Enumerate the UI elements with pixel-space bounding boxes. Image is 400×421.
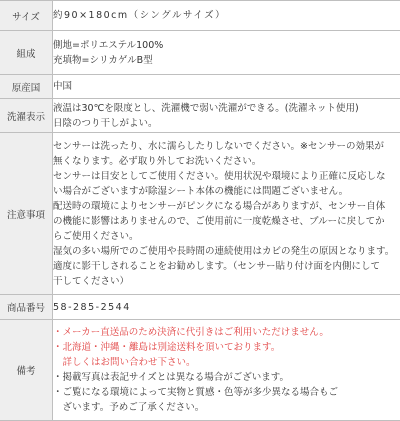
size-value: 約90×180cm（シングルサイズ）: [53, 1, 400, 31]
origin-label: 原産国: [0, 75, 53, 99]
row-origin: [0, 75, 400, 99]
row-product-number: [0, 295, 400, 320]
caution-line: 湿気の多い場所でのご使用や長時間の連続使用はカビの発生の原因となります。: [53, 244, 400, 259]
caution-value: [53, 133, 400, 295]
remark-line-red: ・北海道・沖縄・離島は別途送料を頂いております。: [53, 340, 400, 355]
row-remarks: [0, 320, 400, 421]
composition-value: [53, 31, 400, 75]
caution-line: らご使用ください。: [53, 229, 400, 244]
row-size: [0, 1, 400, 31]
product-number-label: 商品番号: [0, 295, 53, 320]
washing-line: 液温は30℃を限度とし、洗濯機で弱い洗濯ができる。(洗濯ネット使用): [53, 101, 400, 116]
remarks-label: 備考: [0, 320, 53, 421]
size-label: サイズ: [0, 1, 53, 31]
remark-line-red: ・メーカー直送品のため決済に代引きはご利用いただけません。: [53, 325, 400, 340]
composition-line: 側地=ポリエステル100%: [53, 38, 400, 53]
remark-line: ・掲載写真は表記サイズとは異なる場合がございます。: [53, 370, 400, 385]
caution-line: 干してください）: [53, 274, 400, 289]
composition-line: 充填物=シリカゲルB型: [53, 53, 400, 68]
washing-label: 洗濯表示: [0, 99, 53, 133]
caution-line: 適度に影干しされることをお勧めします。（センサー貼り付け面を内側にして: [53, 259, 400, 274]
row-composition: [0, 31, 400, 75]
caution-label: 注意事項: [0, 133, 53, 295]
remark-line-red: 詳しくはお問い合わせ下さい。: [53, 355, 400, 370]
remark-line: ・ご覧になる環境によって実物と質感・色等が多少異なる場合もご: [53, 385, 400, 400]
caution-line: センサーは目安としてご使用ください。使用状況や環境により正確に反応しな: [53, 169, 400, 184]
product-number-value: 58-285-2544: [53, 295, 400, 320]
remark-line: ざいます。予めご了承ください。: [53, 400, 400, 415]
caution-line: センサーは洗ったり、水に濡らしたりしないでください。※センサーの効果が: [53, 139, 400, 154]
remarks-value: [53, 320, 400, 421]
caution-line: 無くなります。必ず取り外してお洗いください。: [53, 154, 400, 169]
caution-line: 配送時の環境によりセンサーがピンクになる場合がありますが、センサー自体: [53, 199, 400, 214]
row-washing: [0, 99, 400, 133]
row-caution: [0, 133, 400, 295]
caution-line: の機能に影響はありませんので、ご使用前に一度乾燥させ、ブルーに戻してか: [53, 214, 400, 229]
washing-value: [53, 99, 400, 133]
caution-line: い場合がございますが除湿シート本体の機能には問題ございません。: [53, 184, 400, 199]
washing-line: 日陰のつり干しがよい。: [53, 116, 400, 131]
origin-value: 中国: [53, 75, 400, 99]
composition-label: 組成: [0, 31, 53, 75]
